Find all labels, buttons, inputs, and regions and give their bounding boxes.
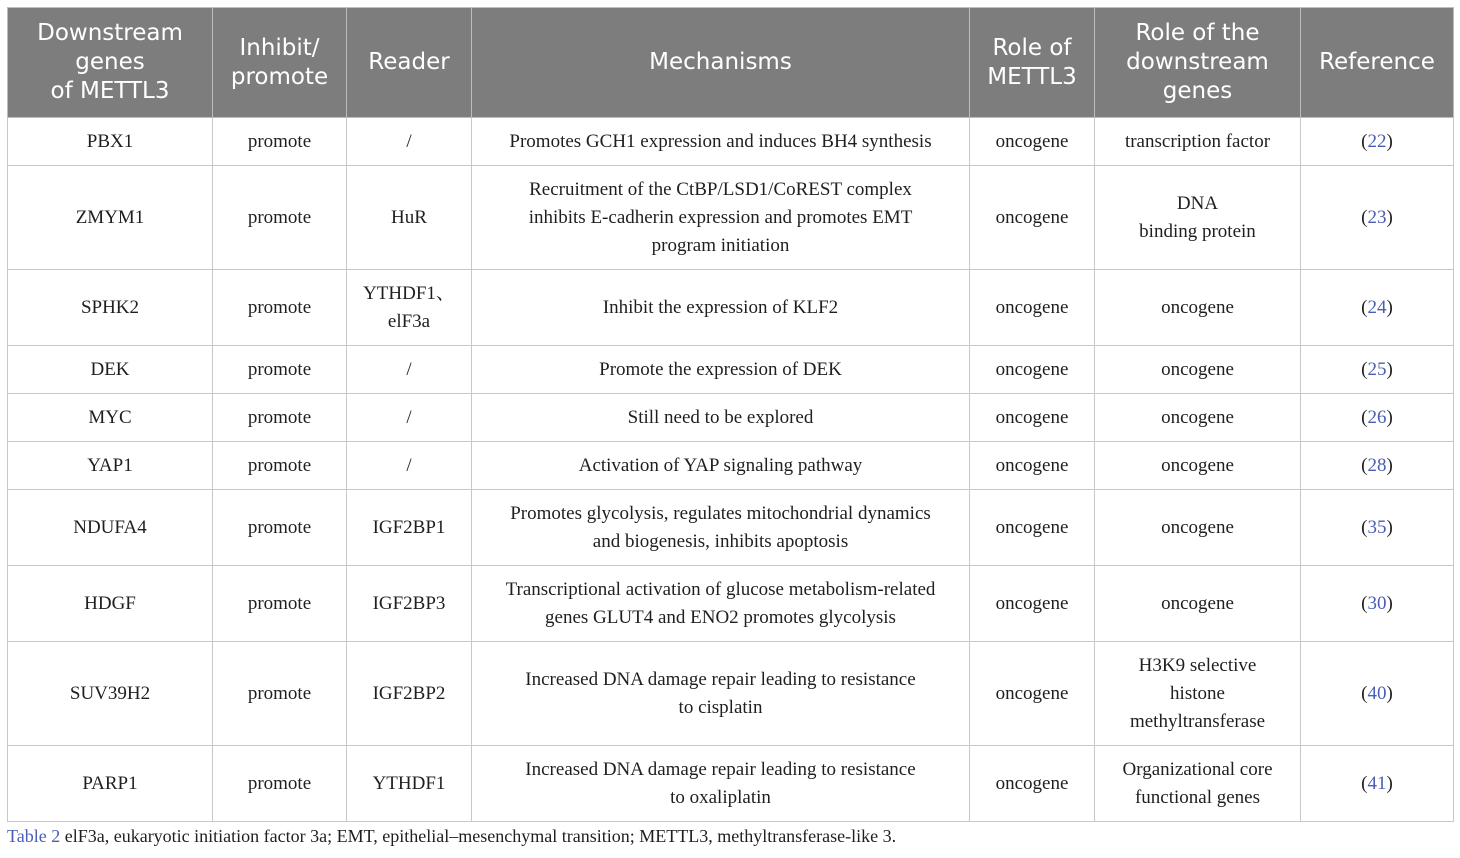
- header-role-of-downstream: Role of the downstream genes: [1095, 8, 1301, 118]
- gene-cell: YAP1: [8, 442, 213, 490]
- gene-cell: NDUFA4: [8, 490, 213, 566]
- gene-cell: PARP1: [8, 746, 213, 822]
- reference-cell: (26): [1301, 394, 1454, 442]
- role-downstream-cell: oncogene: [1095, 394, 1301, 442]
- gene-cell: SUV39H2: [8, 642, 213, 746]
- role-downstream-cell: oncogene: [1095, 270, 1301, 346]
- reference-cell: (28): [1301, 442, 1454, 490]
- reference-cell: (41): [1301, 746, 1454, 822]
- mechanism-cell: Promote the expression of DEK: [472, 346, 970, 394]
- role-downstream-cell: Organizational core functional genes: [1095, 746, 1301, 822]
- table-row: [8, 490, 1454, 566]
- role-downstream-cell: H3K9 selective histone methyltransferase: [1095, 642, 1301, 746]
- role-mettl3-cell: oncogene: [970, 442, 1095, 490]
- role-downstream-cell: transcription factor: [1095, 118, 1301, 166]
- table-row: [8, 346, 1454, 394]
- reader-cell: /: [347, 442, 472, 490]
- role-downstream-cell: oncogene: [1095, 490, 1301, 566]
- reference-link[interactable]: 25: [1367, 358, 1387, 380]
- reader-cell: YTHDF1: [347, 746, 472, 822]
- table-row: [8, 442, 1454, 490]
- table-row: [8, 642, 1454, 746]
- gene-cell: HDGF: [8, 566, 213, 642]
- gene-cell: SPHK2: [8, 270, 213, 346]
- mechanism-cell: Still need to be explored: [472, 394, 970, 442]
- role-mettl3-cell: oncogene: [970, 166, 1095, 270]
- table-caption: [7, 826, 896, 847]
- reader-cell: IGF2BP2: [347, 642, 472, 746]
- header-row: [8, 8, 1454, 118]
- reference-link[interactable]: 41: [1367, 772, 1387, 794]
- mechanism-cell: Inhibit the expression of KLF2: [472, 270, 970, 346]
- gene-cell: DEK: [8, 346, 213, 394]
- effect-cell: promote: [213, 118, 347, 166]
- role-downstream-cell: oncogene: [1095, 566, 1301, 642]
- header-mechanisms: Mechanisms: [472, 8, 970, 118]
- table-row: [8, 394, 1454, 442]
- effect-cell: promote: [213, 746, 347, 822]
- reader-cell: /: [347, 346, 472, 394]
- mechanism-cell: Recruitment of the CtBP/LSD1/CoREST complex inhibits E-cadherin expression and promotes EMT program initiation: [472, 166, 970, 270]
- mechanism-cell: Promotes GCH1 expression and induces BH4 synthesis: [472, 118, 970, 166]
- effect-cell: promote: [213, 346, 347, 394]
- reference-cell: (24): [1301, 270, 1454, 346]
- gene-cell: ZMYM1: [8, 166, 213, 270]
- reference-link[interactable]: 28: [1367, 454, 1387, 476]
- reference-link[interactable]: 35: [1367, 516, 1387, 538]
- reference-cell: (30): [1301, 566, 1454, 642]
- effect-cell: promote: [213, 642, 347, 746]
- effect-cell: promote: [213, 566, 347, 642]
- role-downstream-cell: DNA binding protein: [1095, 166, 1301, 270]
- reference-cell: (25): [1301, 346, 1454, 394]
- header-reader: Reader: [347, 8, 472, 118]
- role-mettl3-cell: oncogene: [970, 346, 1095, 394]
- reference-link[interactable]: 30: [1367, 592, 1387, 614]
- table-row: [8, 746, 1454, 822]
- header-reference: Reference: [1301, 8, 1454, 118]
- table-row: [8, 118, 1454, 166]
- role-downstream-cell: oncogene: [1095, 346, 1301, 394]
- reader-cell: HuR: [347, 166, 472, 270]
- gene-cell: MYC: [8, 394, 213, 442]
- mechanism-cell: Transcriptional activation of glucose metabolism-related genes GLUT4 and ENO2 promotes glycolysis: [472, 566, 970, 642]
- table-row: [8, 566, 1454, 642]
- role-mettl3-cell: oncogene: [970, 118, 1095, 166]
- reference-cell: (23): [1301, 166, 1454, 270]
- caption-text: elF3a, eukaryotic initiation factor 3a; EMT, epithelial–mesenchymal transition; METTL3, methyltransferase-like 3.: [64, 826, 897, 846]
- effect-cell: promote: [213, 490, 347, 566]
- header-role-of-mettl3: Role of METTL3: [970, 8, 1095, 118]
- table-row: [8, 166, 1454, 270]
- header-inhibit-promote: Inhibit/ promote: [213, 8, 347, 118]
- role-downstream-cell: oncogene: [1095, 442, 1301, 490]
- data-table: [7, 7, 1454, 822]
- mechanism-cell: Increased DNA damage repair leading to resistance to cisplatin: [472, 642, 970, 746]
- table-row: [8, 270, 1454, 346]
- reference-link[interactable]: 24: [1367, 296, 1387, 318]
- reference-cell: (35): [1301, 490, 1454, 566]
- reference-cell: (40): [1301, 642, 1454, 746]
- role-mettl3-cell: oncogene: [970, 394, 1095, 442]
- reference-link[interactable]: 40: [1367, 682, 1387, 704]
- reference-cell: (22): [1301, 118, 1454, 166]
- table-body: [8, 118, 1454, 822]
- reference-link[interactable]: 23: [1367, 206, 1387, 228]
- gene-cell: PBX1: [8, 118, 213, 166]
- effect-cell: promote: [213, 166, 347, 270]
- reader-cell: IGF2BP1: [347, 490, 472, 566]
- mechanism-cell: Increased DNA damage repair leading to resistance to oxaliplatin: [472, 746, 970, 822]
- effect-cell: promote: [213, 394, 347, 442]
- role-mettl3-cell: oncogene: [970, 490, 1095, 566]
- reader-cell: IGF2BP3: [347, 566, 472, 642]
- reader-cell: /: [347, 118, 472, 166]
- mechanism-cell: Promotes glycolysis, regulates mitochondrial dynamics and biogenesis, inhibits apoptosis: [472, 490, 970, 566]
- role-mettl3-cell: oncogene: [970, 566, 1095, 642]
- role-mettl3-cell: oncogene: [970, 746, 1095, 822]
- effect-cell: promote: [213, 270, 347, 346]
- reference-link[interactable]: 26: [1367, 406, 1387, 428]
- reader-cell: /: [347, 394, 472, 442]
- effect-cell: promote: [213, 442, 347, 490]
- reference-link[interactable]: 22: [1367, 130, 1387, 152]
- reader-cell: YTHDF1、 elF3a: [347, 270, 472, 346]
- header-downstream-genes: Downstream genes of METTL3: [8, 8, 213, 118]
- role-mettl3-cell: oncogene: [970, 642, 1095, 746]
- table-label-link[interactable]: Table 2: [7, 826, 61, 846]
- mechanism-cell: Activation of YAP signaling pathway: [472, 442, 970, 490]
- role-mettl3-cell: oncogene: [970, 270, 1095, 346]
